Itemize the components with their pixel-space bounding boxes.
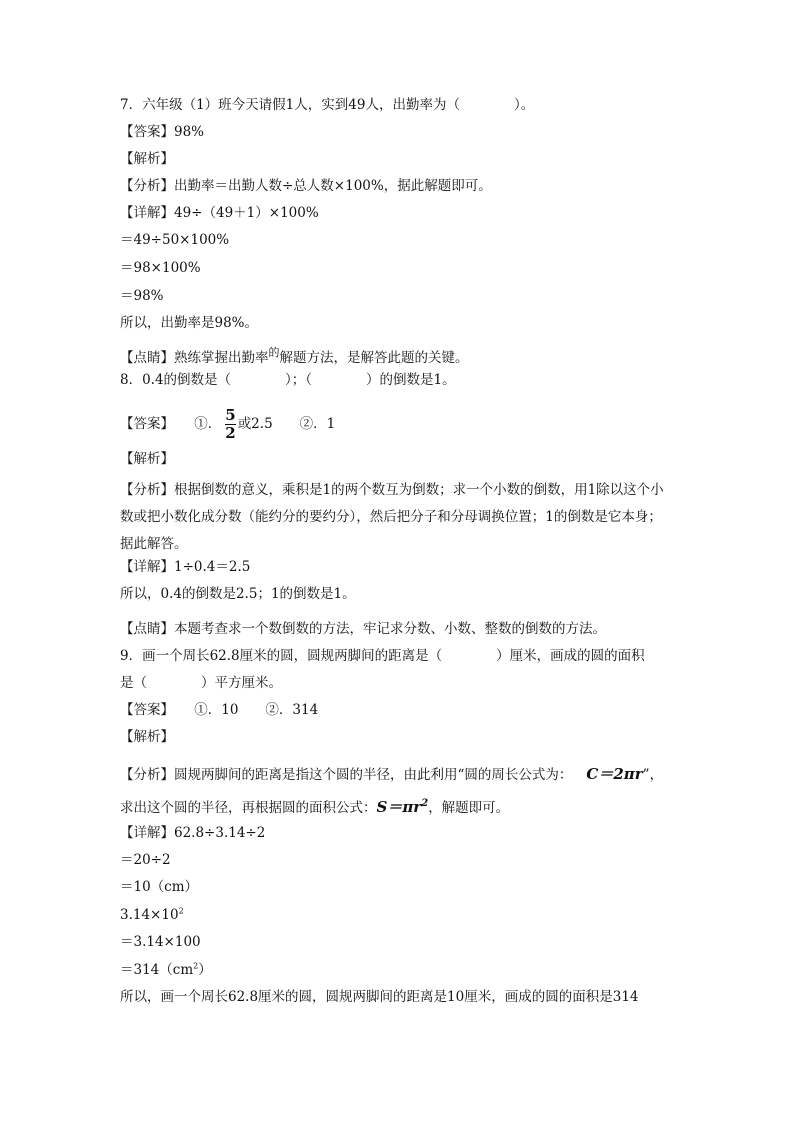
q9-step2: ＝10（cm） [120, 879, 199, 895]
q7-step2: ＝98×100% [120, 260, 201, 276]
q8-analysis-title: 【解析】 [120, 451, 174, 467]
fraction-numerator: 5 [225, 406, 236, 424]
q8-conclusion: 所以，0.4的倒数是2.5；1的倒数是1。 [120, 586, 356, 602]
q9-question-line2: 是（ ）平方厘米。 [120, 675, 282, 691]
q7-analysis-title: 【解析】 [120, 151, 174, 167]
q7-fenxi: 【分析】出勤率＝出勤人数÷总人数×100%，据此解题即可。 [120, 178, 492, 194]
q9-step5-part2: ） [198, 962, 212, 978]
q9-step5-part1: ＝314（cm [120, 962, 194, 978]
q9-fenxi-line1 [120, 765, 663, 784]
q8-answer-prefix: 【答案】 ①． [120, 416, 222, 432]
fraction-five-halves [225, 408, 235, 441]
q9-fenxi-part1: 【分析】圆规两脚间的距离是指这个圆的半径，由此利用“圆的周长公式为： [120, 767, 573, 783]
q9-fenxi-part3: ，解题即可。 [428, 800, 510, 816]
q9-step5 [120, 961, 212, 979]
area-formula [377, 798, 429, 816]
q7-dianjing-de: 的 [268, 346, 280, 359]
q7-dianjing [120, 344, 469, 367]
q9-step4: ＝3.14×100 [120, 934, 201, 950]
q7-question: 7．六年级（1）班今天请假1人，实到49人，出勤率为（ ）。 [120, 97, 535, 113]
circumference-formula: C＝2πr [586, 765, 643, 783]
q8-answer [120, 406, 335, 446]
q9-step3-exponent: 2 [178, 906, 184, 916]
area-formula-base: S＝πr [376, 798, 422, 816]
q7-xiangjie: 【详解】49÷（49＋1）×100% [120, 205, 319, 221]
q7-dianjing-part2: 解题方法，是解答此题的关键。 [279, 350, 469, 366]
q7-dianjing-part1: 【点睛】熟练掌握出勤率 [120, 350, 269, 366]
q9-conclusion: 所以，画一个周长62.8厘米的圆，圆规两脚间的距离是10厘米，画成的圆的面积是314 [120, 989, 639, 1005]
q8-xiangjie: 【详解】1÷0.4＝2.5 [120, 559, 251, 575]
q9-analysis-title: 【解析】 [120, 729, 174, 745]
q9-step3 [120, 906, 184, 924]
fraction-denominator: 2 [225, 424, 236, 442]
q9-fenxi-quote: ”， [642, 767, 664, 783]
q9-step1: ＝20÷2 [120, 852, 171, 868]
q8-answer-rest: 或2.5 ②．1 [237, 416, 336, 432]
q9-answer: 【答案】 ①．10 ②．314 [120, 702, 319, 718]
q8-question: 8．0.4的倒数是（ ）；（ ）的倒数是1。 [120, 372, 456, 388]
q7-conclusion: 所以，出勤率是98%。 [120, 315, 259, 331]
q9-xiangjie: 【详解】62.8÷3.14÷2 [120, 825, 266, 841]
q7-step3: ＝98% [120, 288, 164, 304]
q8-dianjing: 【点睛】本题考查求一个数倒数的方法，牢记求分数、小数、整数的倒数的方法。 [120, 621, 606, 637]
q9-question-line1: 9．画一个周长62.8厘米的圆，圆规两脚间的距离是（ ）厘米，画成的圆的面积 [120, 648, 645, 664]
q9-fenxi-line2 [120, 798, 509, 817]
area-formula-exponent: 2 [421, 798, 429, 809]
q9-fenxi-part2: 求出这个圆的半径，再根据圆的面积公式： [120, 800, 377, 816]
q8-fenxi: 【分析】根据倒数的意义，乘积是1的两个数互为倒数；求一个小数的倒数，用1除以这个小数或把小数化成分数（能约分的要约分），然后把分子和分母调换位置；1的倒数是它本身；据此解答。 [120, 482, 664, 552]
q9-step5-exponent: 2 [193, 961, 199, 971]
q7-step1: ＝49÷50×100% [120, 232, 230, 248]
q9-step3-base: 3.14×10 [120, 907, 179, 923]
q7-answer: 【答案】98% [120, 124, 205, 140]
